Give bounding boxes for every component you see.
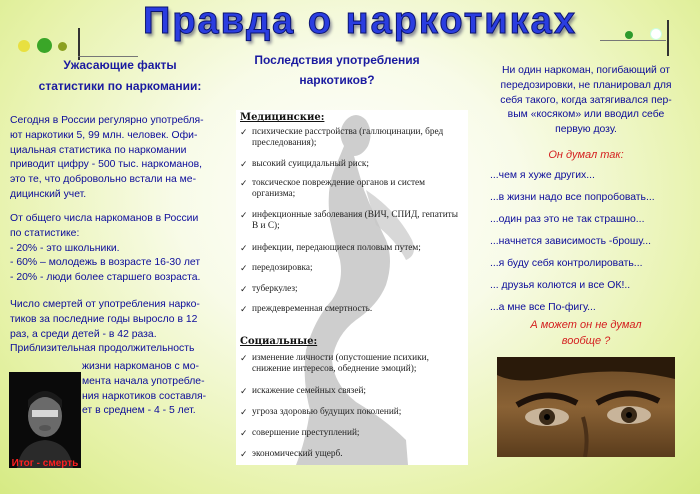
closing-question: А может он не думал вообще ? bbox=[530, 319, 642, 347]
check-icon: ✓ bbox=[240, 304, 248, 314]
thought-line: ...начнется зависимость -брошу... bbox=[490, 236, 652, 247]
check-icon: ✓ bbox=[240, 159, 248, 169]
he-thought-heading: Он думал так: bbox=[548, 149, 624, 161]
check-icon: ✓ bbox=[240, 263, 248, 273]
check-icon: ✓ bbox=[240, 178, 248, 188]
thought-line: ...я буду себя контролировать... bbox=[490, 258, 643, 269]
check-icon: ✓ bbox=[240, 127, 248, 137]
check-icon: ✓ bbox=[240, 428, 248, 438]
check-icon: ✓ bbox=[240, 407, 248, 417]
decor-dot-yellow bbox=[18, 40, 30, 52]
left-paragraph-3: Число смертей от употребления нарко- тиков за последние годы выросло в 12 раз, а среди детей - в 42 раза. Приблизительная продолжительность bbox=[10, 299, 200, 355]
check-icon: ✓ bbox=[240, 386, 248, 396]
thought-line: ...один раз это не так страшно... bbox=[490, 214, 645, 225]
decor-dot-white-right bbox=[650, 28, 662, 40]
thought-line: ... друзья колются и все ОК!.. bbox=[490, 280, 631, 291]
thought-line: ...чем я хуже других... bbox=[490, 170, 595, 181]
check-icon: ✓ bbox=[240, 449, 248, 459]
photo-caption: Итог - смерть bbox=[11, 458, 79, 469]
decor-line-right bbox=[667, 20, 669, 56]
right-intro: Ни один наркоман, погибающий от передозировки, не планировал для себя такого, когда затягивался пер- вым «косяком» или вводил себе первую дозу. bbox=[500, 65, 672, 136]
check-icon: ✓ bbox=[240, 284, 248, 294]
left-paragraph-4: жизни наркоманов с мо- мента начала употребле- ния наркотиков составля- ет в среднем - 4 - 5 лет. bbox=[82, 361, 207, 417]
middle-heading: Последствия употребления наркотиков? bbox=[254, 53, 420, 87]
left-heading: Ужасающие факты статистики по наркомании: bbox=[38, 58, 202, 93]
thought-line: ...а мне все По-фигу... bbox=[490, 302, 596, 313]
medical-item: ✓ психические расстройства (галлюцинации, бред преследования); bbox=[240, 127, 444, 148]
social-section-title: Социальные: bbox=[240, 336, 318, 347]
medical-section-title: Медицинские: bbox=[240, 112, 325, 123]
page-title: Правда о наркотиках bbox=[143, 0, 577, 42]
decor-dot-green bbox=[37, 38, 52, 53]
decor-dot-olive bbox=[58, 42, 67, 51]
poster: Правда о наркотиках Ужасающие факты статистики по наркомании: Сегодня в России регулярно употребля- ют наркотики 5, 99 млн. человек. Офи- циальная статистика по наркомании приводит цифру - 500 тыс. наркоманов, это те, что добровольно встали на ме- дицинский учет. От общего числа наркоманов в России по статистике: - 20% - это школьники. - 60% – молодежь в возрасте 16-30 лет - 20% - люди более старшего возраста. Число смертей от употребления нарко- тиков за последние годы выросло в 12 раз, а среди детей - в 42 раза. Приблизительная продолжительность жизни наркоманов с мо- мента начала употребле- ния наркотиков составля- ет в среднем - 4 - 5 лет. Итог - смерть Последствия употребления наркотиков? Медицинские: ✓ психические расстройства (галлюцинации, бред преследования); ✓ высокий суицидальный риск; ✓ токсическое повреждение органов и систем организма; ✓ инфекционные заболевания (ВИЧ, СПИД, гепатиты В и С); ✓ инфекции, передающиеся половым путем; ✓ передозировка; ✓ туберкулез; ✓ преждевременная смертность. Социальные: ✓ изменение личности (опустошение психики, снижение интересов, обеднение эмоций); ✓ искажение семейных связей; ✓ угроза здоровью будущих поколений; ✓ совершение преступлений; ✓ экономический ущерб. Ни один наркоман, погибающий от передозировки, не планировал для себя такого, когда затягивался пер- вым «косяком» или вводил себе первую дозу. Он думал так: ...чем я хуже других... ...в жизни надо все попробовать... ...один раз это не так страшно... ...начнется зависимость -брошу... ...я буду себя контролировать... ... друзья колются и все ОК!.. ...а мне все По-фигу... А может он не думал вообще ? bbox=[0, 0, 700, 494]
check-icon: ✓ bbox=[240, 243, 248, 253]
left-paragraph-1: Сегодня в России регулярно употребля- ют наркотики 5, 99 млн. человек. Офи- циальная статистика по наркомании приводит цифру - 500 тыс. наркоманов, это те, что добровольно встали на ме- дицинский учет. bbox=[10, 115, 204, 200]
left-paragraph-2: От общего числа наркоманов в России по статистике: - 20% - это школьники. - 60% – молодежь в возрасте 16-30 лет - 20% - люди более старшего возраста. bbox=[10, 213, 201, 284]
check-icon: ✓ bbox=[240, 210, 248, 220]
eyes-photo bbox=[497, 357, 675, 457]
thought-line: ...в жизни надо все попробовать... bbox=[490, 192, 655, 203]
check-icon: ✓ bbox=[240, 353, 248, 363]
boy-photo bbox=[9, 372, 81, 468]
